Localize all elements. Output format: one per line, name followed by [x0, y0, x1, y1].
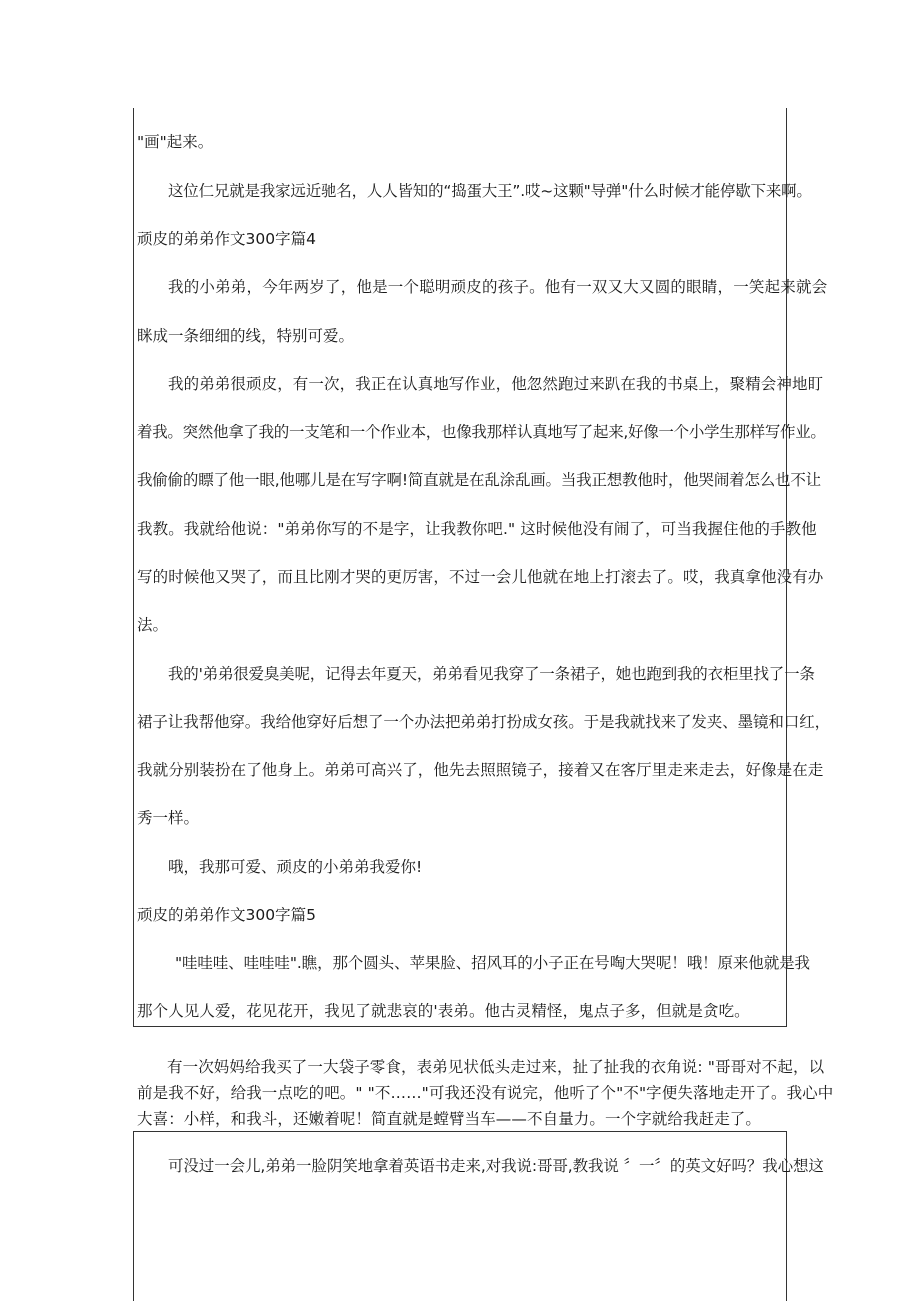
text-line: 裙子让我帮他穿。我给他穿好后想了一个办法把弟弟打扮成女孩。于是我就找来了发夹、墨镜和口红，: [137, 713, 831, 731]
text-line: 写的时候他又哭了，而且比刚才哭的更厉害，不过一会儿他就在地上打滚去了。哎，我真拿他没有办: [137, 568, 824, 586]
text-line: 着我。突然他拿了我的一支笔和一个作业本，也像我那样认真地写了起来,好像一个小学生那样写作业。: [137, 423, 826, 441]
text-line: "画"起来。: [137, 133, 214, 151]
text-line: 我就分别装扮在了他身上。弟弟可高兴了，他先去照照镜子，接着又在客厅里走来走去，好像是在走: [137, 761, 824, 779]
text-line: 那个人见人爱，花见花开，我见了就悲哀的'表弟。他古灵精怪，鬼点子多，但就是贪吃。: [137, 1002, 750, 1020]
text-line: 有一次妈妈给我买了一大袋子零食，表弟见状低头走过来，扯了扯我的衣角说: "哥哥对不起，以: [167, 1058, 825, 1076]
text-line: 可没过一会儿,弟弟一脸阴笑地拿着英语书走来,对我说:哥哥,教我说 〞一〞的英文好吗？我心想这: [168, 1157, 824, 1175]
text-line: 秀一样。: [137, 809, 200, 827]
text-line: 我的'弟弟很爱臭美呢，记得去年夏天，弟弟看见我穿了一条裙子，她也跑到我的衣柜里找了一条: [168, 665, 815, 683]
text-line: 我的小弟弟，今年两岁了，他是一个聪明顽皮的孩子。他有一双又大又圆的眼睛，一笑起来就会: [168, 278, 828, 296]
text-line: 大喜：小样，和我斗，还嫩着呢！简直就是螳臂当车——不自量力。一个字就给我赶走了。: [137, 1110, 762, 1128]
section-heading-5: 顽皮的弟弟作文300字篇5: [137, 906, 316, 924]
text-line: 我教。我就给他说："弟弟你写的不是字，让我教你吧." 这时候他没有闹了，可当我握住他的手教他: [137, 520, 817, 538]
text-line: "哇哇哇、哇哇哇".瞧，那个圆头、苹果脸、招风耳的小子正在号啕大哭呢！哦！原来他就是我: [175, 954, 810, 972]
text-line: 我偷偷的瞟了他一眼,他哪儿是在写字啊!简直就是在乱涂乱画。当我正想教他时，他哭闹着怎么也不让: [137, 471, 821, 489]
text-line: 哦，我那可爱、顽皮的小弟弟我爱你!: [168, 858, 423, 876]
text-line: 这位仁兄就是我家远近驰名，人人皆知的“捣蛋大王”.哎~这颗"导弹"什么时候才能停歇下来啊。: [168, 182, 812, 200]
text-line: 眯成一条细细的线，特别可爱。: [137, 327, 355, 345]
text-line: 我的弟弟很顽皮，有一次，我正在认真地写作业，他忽然跑过来趴在我的书桌上，聚精会神地盯: [168, 375, 824, 393]
text-line: 法。: [137, 616, 169, 634]
section-heading-4: 顽皮的弟弟作文300字篇4: [137, 230, 316, 248]
text-line: 前是我不好，给我一点吃的吧。" "不……"可我还没有说完，他听了个"不"字便失落地走开了。我心中: [137, 1084, 834, 1102]
